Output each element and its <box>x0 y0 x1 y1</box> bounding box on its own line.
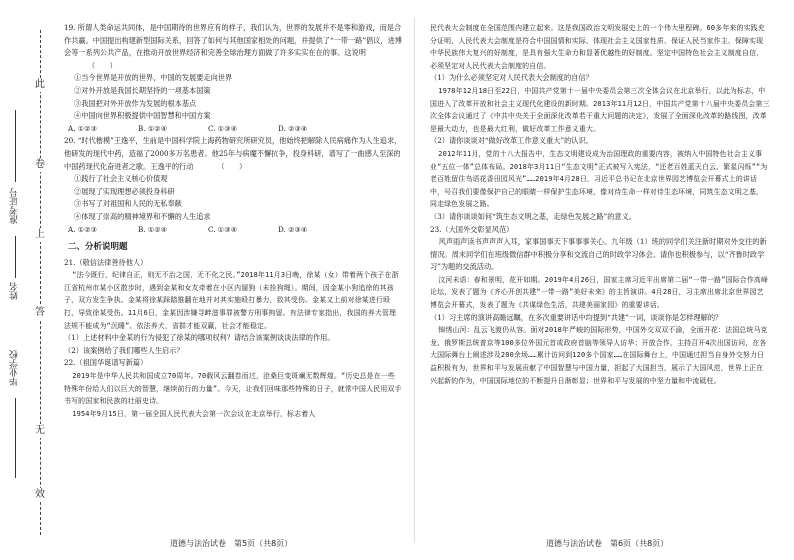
q21-title: 21.（敬信法律善待他人） <box>64 257 148 267</box>
q23-material-b: 锦绣山河：乱云飞渡仍从容。面对2018年严峻的国际形势，中国外交双双不渝，全面开花：法国总统马克龙、俄罗斯总统普京等100多位外国元首或政府首脑等领导人访华；开放合作，主持召开4次出国访问，在各大国际舞台上阐述涉及200余场……累计访问到120多个国家……在国际舞台上，中国通过担当自身外交努力日益积极有为，世界和平与发展贡献了中国智慧与中国力量，担起了大国担当，展示了大国风范，世界上正在兴起新的作为，中国国际地位的不断提升日渐彰显；世界和平与发展的中坚力量和中流砥柱。 <box>430 326 768 385</box>
binding-dash-line <box>40 30 41 535</box>
q19-stem: 19. 所谓人类命运共同体，是中国期待的世界应有的样子，我们认为，世界的发展并不是零和游戏，而是合作共赢。中国提出构建新型国际关系，回答了如何与其他国家相处的问题，并提供了“一带一路”倡议，进博会等一系列公共产品，在推动开放世界经济和完善全球治理方面做了许多实实在在的事。这说明（ ） <box>64 23 402 70</box>
right-page <box>430 22 770 387</box>
q22-material-3: 2012年11月，党的十八大报告中，生态文明建设成为治国理政的重要内容，被纳入中国特色社会主义事业“五位一体”总体布局。2018年3月11日“生态文明”正式被写入宪法，“还老百姓蓝天白云、繁星闪烁”“为老百姓留住鸟语花香田园风光”……2019年4月28日，习近平总书记在北京世界园艺博览会开幕式上的讲话中，号召我们要像保护自己的眼睛一样保护生态环境，像对待生命一样对待生态环境，同筑生态文明之基，同走绿色发展之路。 <box>430 149 768 209</box>
page-footer-right: 道德与法治试卷 第6页（共8页） <box>546 539 669 548</box>
q23-title: 23.（大国外交彰显风范） <box>430 224 514 234</box>
q22-material: 2019年是中华人民共和国成立70周年。70载风云翻卷而过，沧桑巨变斑斓无数辉煌。“历史总是在一些特殊年份给人们以巨大的智慧，继续前行的力量”。今天，让我们回味那些特殊的日子，就常中国人民用双手书写的国家和民族的壮丽史诗。 <box>64 372 402 406</box>
q20-choices <box>64 224 402 237</box>
page-divider <box>414 18 415 543</box>
q21-material: “法今既行，纪律自正，则无不治之国，无不化之民。”2018年11月3日晚，徐某（女）带着两个孩子在浙江省杭州市某小区散步时，遇到金某和女友牵着在小区内遛狗（未拴狗绳）。期间，因金某小狗追徐的其孩子，双方发生争执。金某将徐某踩踏推翻在地并对其实施殴打暴力，致其受伤。金某又上前对徐某进行殴打，导致徐某受伤。11月6日，金某因涉嫌寻衅滋事罪被警方刑事拘留。有法律专家指出，我国的养犬管理法规不能成为“沉睡”。依法养犬，省群才能双赢，社会才能稳定。 <box>64 271 399 330</box>
seal-word: 上 <box>35 229 45 240</box>
q21-subquestion: （1）上述材料中金某的行为侵犯了徐某的哪项权利？请结合该案例谈谈法律的作用。 <box>64 333 335 343</box>
q19-option: ③我国把对外开放作为发展的根本基点 <box>74 98 197 108</box>
choice-c: C. ①③④ <box>208 123 238 133</box>
section-heading: 二、分析说明题 <box>68 242 128 253</box>
q22-material-2: 1978年12月18日至22日，中国共产党第十一届中央委员会第三次全体会议在北京举行，以此为标志，中国进入了改革开放和社会主义现代化建设的新时期。2013年11月12日，中国共产党第十八届中央委员会第三次全体会议通过了《中共中央关于全面深化改革若干重大问题的决定》，发展了全面深化改革的路线图，改革是最大动力，也是最大红利，做好改革工作意义重大。 <box>430 86 770 133</box>
q20-option: ②展现了实现理想必须投身科研 <box>74 186 175 196</box>
exam-number-label: 准考证号 <box>10 188 20 224</box>
q20-option: ③书写了对祖国和人民的无私奉献 <box>74 199 182 209</box>
choice-b: B. ①②④ <box>138 224 168 234</box>
q20-option: ①践行了社会主义核心价值观 <box>74 174 168 184</box>
q22-subquestion: （1）为什么必须坚定对人民代表大会制度的自信？ <box>430 73 593 83</box>
choice-a: A. ①②③ <box>68 123 98 133</box>
choice-c: C. ①③④ <box>208 224 238 234</box>
choice-d: D. ②③④ <box>278 224 308 234</box>
binding-margin <box>0 0 62 560</box>
q23-material-a: 汶河未语：春和景明，花开如期。2019年4月26日，国家主席习近平出席第二届“一带一路”国际合作高峰论坛，发表了题为《齐心开创共建“一带一路”美好未来》的主旨演讲。4月28日，习主席出席北京世界园艺博览会开幕式，发表了题为《共谋绿色生活，共建美丽家园》的重要讲话。 <box>430 275 769 310</box>
choice-b: B. ①②④ <box>138 123 168 133</box>
q22-subquestion: （3）请你谈谈如何“筑生态文明之基，走绿色发展之路”的意义。 <box>430 211 636 221</box>
q19-option: ④中国向世界积极提供中国智慧和中国方案 <box>74 111 211 121</box>
seal-word: 无 <box>35 425 45 436</box>
seal-word: 此 <box>35 79 45 90</box>
school-label: 毕业学校 <box>10 350 20 386</box>
q20-stem: 20. “时代楷模”王逸平，生前是中国科学院上海药物研究所研究员，他始终把解除人民病痛作为人生追求，他研发的现代中药，造福了2000多万名患者。他25年与病魔不懈抗争，投身科研，谱写了一曲感人至深的中国药现代化奋进者之歌。王逸平的行动 （ ） <box>64 136 402 171</box>
name-label: 姓名 <box>10 282 20 300</box>
choice-d: D. ②③④ <box>278 123 308 133</box>
q22-material-continued: 民代表大会制度在全国范围内建立起来。这是我国政治文明发展史上的一个伟大里程碑。60多年来的实践充分证明，人民代表大会制度是符合中国国情和实际、体现社会主义国家性质、保证人民当家作主、保障实现中华民族伟大复兴的好制度，是具有强大生命力和显著优越性的好制度。坚定中国特色社会主义制度自信，必须坚定对人民代表大会制度的自信。 <box>430 24 765 70</box>
q19-option: ①当今世界是开放的世界，中国的发展要走向世界 <box>74 73 233 83</box>
q22-title: 22.（祖国华诞谱写新篇） <box>64 358 148 368</box>
q19-choices <box>64 123 402 136</box>
q22-material-continued: 1954年9月15日，第一届全国人民代表大会第一次会议在北京举行，标志着人 <box>72 409 316 418</box>
seal-word: 答 <box>35 307 45 318</box>
seal-word: 效 <box>35 489 45 500</box>
q19-option: ②对外开放是我国长期坚持的一项基本国策 <box>74 85 211 95</box>
page-footer-left: 道德与法治试卷 第5页（共8页） <box>170 539 293 548</box>
choice-a: A. ①②③ <box>68 224 98 234</box>
q22-subquestion: （2）请你谈谈对“做好改革工作意义重大”的认识。 <box>430 136 593 146</box>
seal-word: 卷 <box>35 159 45 170</box>
school-line <box>15 398 16 478</box>
q20-option: ④体现了崇高的精神境界和不懈的人生追求 <box>74 211 211 221</box>
q21-subquestion: （2）该案例给了我们哪些人生启示？ <box>64 345 184 355</box>
q23-intro: 风声雨声读书声声声入耳，家事国事天下事事事关心。九年级（1）班的同学们关注新时期对外交往的新情况。周末同学们在班级微信群中积极分享和交流自己的时政学习体会。请你也积极参与，以“齐鲁时政学习”为题的交流活动。 <box>430 237 767 272</box>
q23-subquestion: （1）习主席的演讲高瞻远瞩，在多次重要讲话中均提到“共建”一词，谈谈你是怎样理解的？ <box>430 312 723 322</box>
exam-number-line <box>15 110 16 182</box>
name-line <box>15 236 16 278</box>
left-page <box>64 22 402 420</box>
